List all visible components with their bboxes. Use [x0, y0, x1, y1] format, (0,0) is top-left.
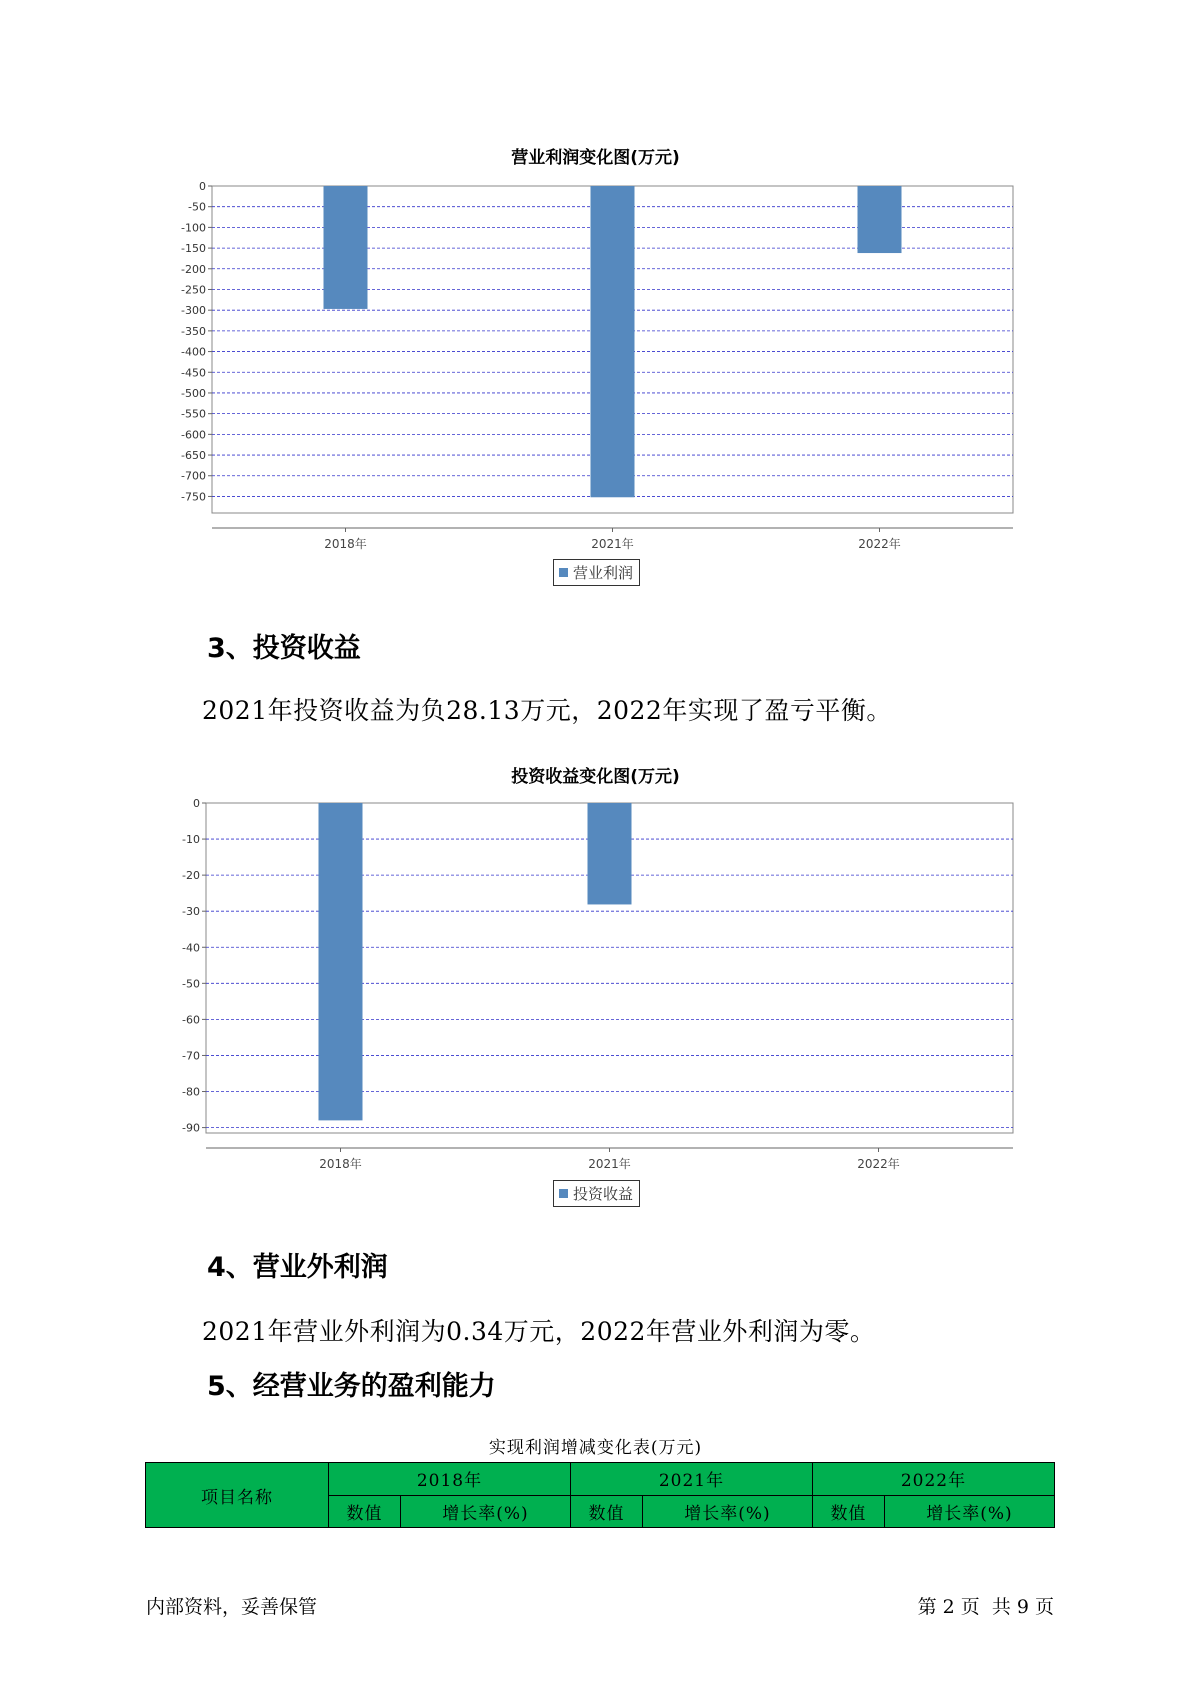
x-tick-label: 2018年: [319, 1157, 362, 1170]
y-tick-label: -100: [181, 221, 206, 235]
legend-swatch-icon: [559, 1189, 568, 1198]
chart2-legend-label: 投资收益: [573, 1185, 634, 1203]
y-tick-label: -10: [182, 833, 200, 847]
y-tick-label: -80: [182, 1085, 200, 1099]
section-3-heading: 3、投资收益: [207, 633, 361, 664]
growth-rate-header: 增长率(%): [884, 1495, 1054, 1528]
section-5-heading: 5、经营业务的盈利能力: [207, 1371, 496, 1402]
bar-2022年: [858, 186, 902, 253]
value-header: 数值: [570, 1495, 642, 1528]
growth-rate-header: 增长率(%): [642, 1495, 812, 1528]
y-tick-label: -60: [182, 1013, 200, 1027]
y-tick-label: -550: [181, 407, 206, 421]
table-caption: 实现利润增减变化表(万元): [488, 1438, 703, 1458]
y-tick-label: -40: [182, 941, 200, 955]
y-tick-label: -150: [181, 242, 206, 256]
y-tick-label: -750: [181, 490, 206, 504]
bar-2018年: [324, 186, 368, 309]
bar-2021年: [588, 803, 632, 904]
bar-2018年: [319, 803, 363, 1120]
section-4-text: 2021年营业外利润为0.34万元，2022年营业外利润为零。: [202, 1317, 876, 1346]
x-tick-label: 2018年: [324, 537, 367, 550]
item-name-header: 项目名称: [146, 1463, 329, 1528]
y-tick-label: 0: [193, 797, 200, 810]
chart2-legend: [553, 1180, 640, 1207]
x-tick-label: 2022年: [857, 1157, 900, 1170]
y-tick-label: -650: [181, 449, 206, 463]
growth-rate-header: 增长率(%): [400, 1495, 570, 1528]
chart1-title: 营业利润变化图(万元): [511, 148, 680, 168]
operating-profit-chart: [0, 170, 1191, 550]
section-4-heading: 4、营业外利润: [207, 1252, 388, 1283]
bar-2021年: [591, 186, 635, 497]
y-tick-label: -700: [181, 469, 206, 483]
value-header: 数值: [812, 1495, 884, 1528]
legend-swatch-icon: [559, 568, 568, 577]
footer-confidential: 内部资料，妥善保管: [146, 1596, 318, 1618]
chart1-legend-label: 营业利润: [573, 564, 634, 582]
x-tick-label: 2021年: [591, 537, 634, 550]
chart1-legend: [553, 559, 640, 586]
y-tick-label: -500: [181, 386, 206, 400]
y-tick-label: -30: [182, 905, 200, 919]
y-tick-label: -350: [181, 324, 206, 338]
y-tick-label: -600: [181, 428, 206, 442]
year-header: 2018年: [329, 1463, 571, 1496]
y-tick-label: 0: [199, 180, 206, 193]
y-tick-label: -70: [182, 1049, 200, 1063]
year-header: 2022年: [812, 1463, 1054, 1496]
x-tick-label: 2022年: [858, 537, 901, 550]
profit-change-table: [145, 1462, 1055, 1528]
x-tick-label: 2021年: [588, 1157, 631, 1170]
y-tick-label: -400: [181, 345, 206, 359]
section-3-text: 2021年投资收益为负28.13万元，2022年实现了盈亏平衡。: [202, 696, 892, 725]
table-header-row: [146, 1463, 1055, 1496]
y-tick-label: -200: [181, 262, 206, 276]
y-tick-label: -90: [182, 1121, 200, 1135]
investment-income-chart: [0, 790, 1191, 1170]
y-tick-label: -20: [182, 869, 200, 883]
y-tick-label: -50: [188, 200, 206, 214]
footer-page-number: 第 2 页 共 9 页: [917, 1596, 1054, 1618]
year-header: 2021年: [570, 1463, 812, 1496]
y-tick-label: -450: [181, 366, 206, 380]
y-tick-label: -50: [182, 977, 200, 991]
y-tick-label: -300: [181, 304, 206, 318]
chart2-title: 投资收益变化图(万元): [511, 767, 680, 787]
y-tick-label: -250: [181, 283, 206, 297]
value-header: 数值: [329, 1495, 401, 1528]
